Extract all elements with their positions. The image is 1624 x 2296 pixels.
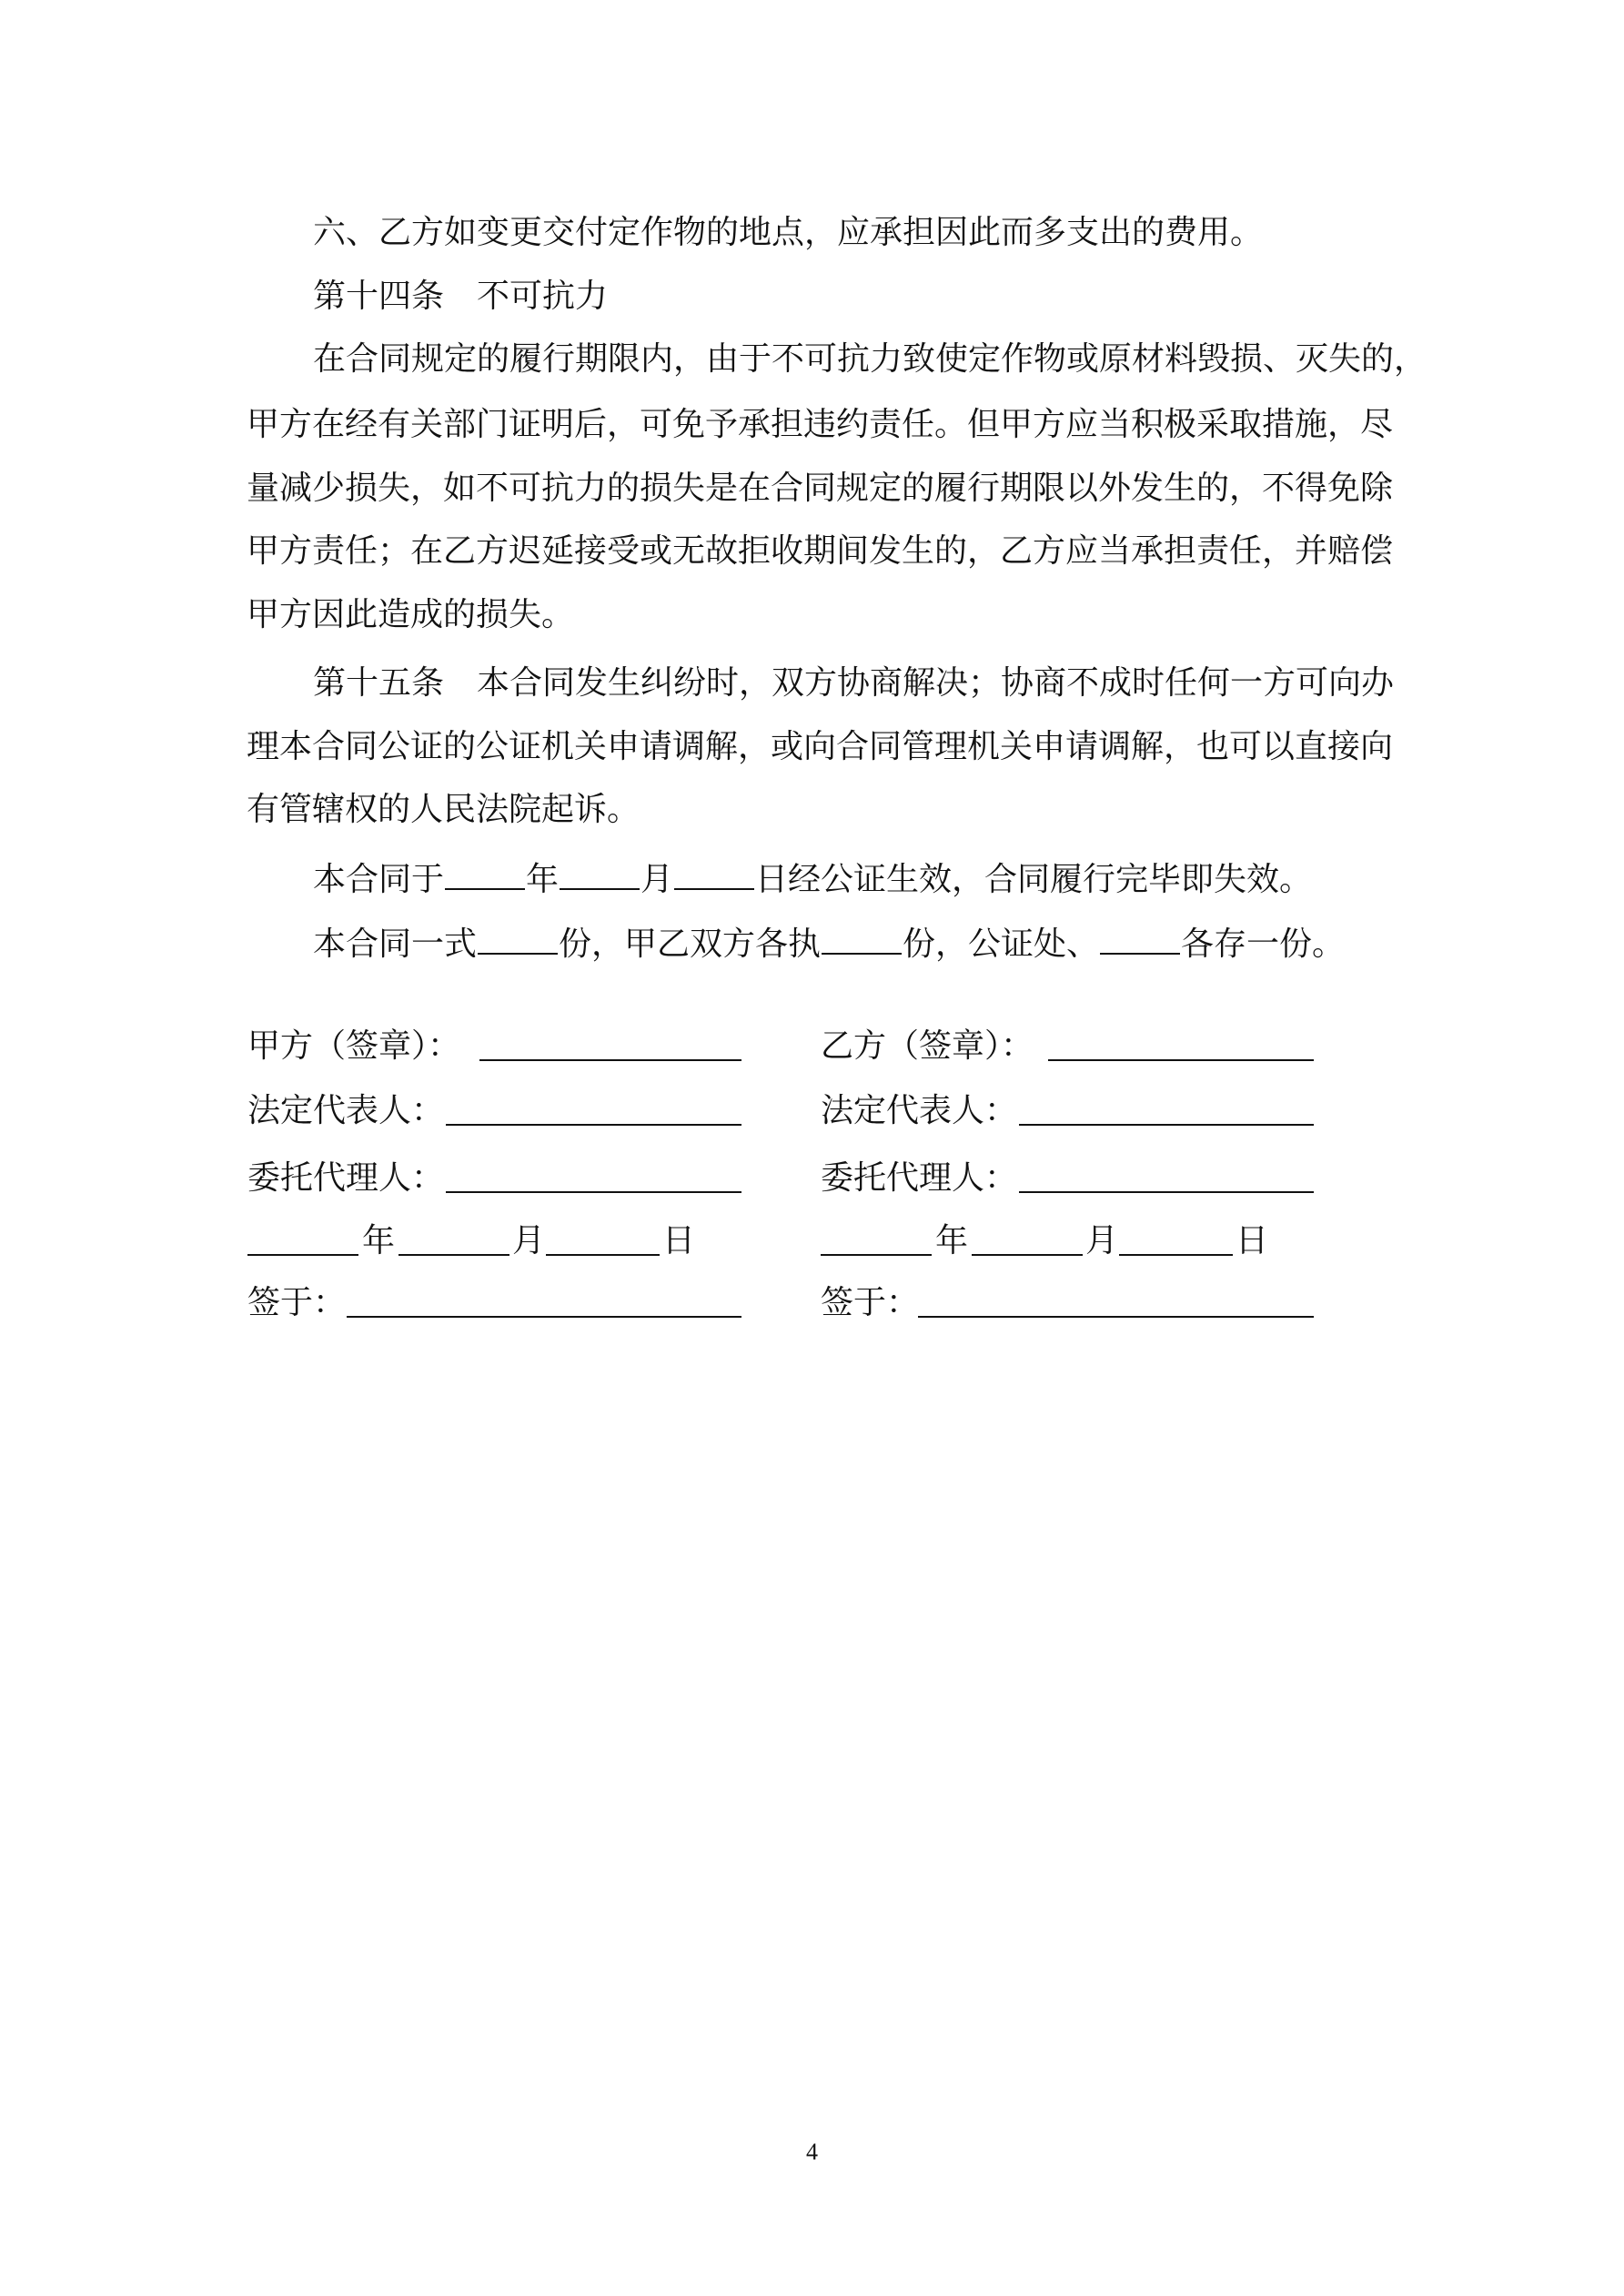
party-b-month-field[interactable] [972, 1254, 1083, 1256]
label: 各存一份。 [1181, 925, 1346, 962]
article-15-line: 第十五条 本合同发生纠纷时，双方协商解决；协商不成时任何一方可向办 [313, 664, 1395, 701]
party-b-legal-rep-label: 法定代表人： [821, 1092, 1018, 1128]
party-a-signed-at-field[interactable] [347, 1316, 741, 1318]
label: 本合同一式 [313, 925, 478, 962]
paragraph-line: 理本合同公证的公证机关申请调解，或向合同管理机关申请调解，也可以直接向 [247, 728, 1394, 764]
party-a-day-field[interactable] [546, 1254, 660, 1256]
label: 份，公证处、 [903, 925, 1100, 962]
label: 本合同于 [313, 861, 445, 897]
party-b-day-field[interactable] [1119, 1254, 1233, 1256]
party-a-signed-at-label: 签于： [247, 1284, 347, 1320]
party-b-agent-field[interactable] [1019, 1191, 1314, 1193]
party-b-signed-at-label: 签于： [821, 1284, 920, 1320]
paragraph-line: 甲方责任；在乙方迟延接受或无故拒收期间发生的，乙方应当承担责任，并赔偿 [247, 532, 1394, 569]
other-party-blank[interactable] [1100, 916, 1180, 955]
month-blank[interactable] [560, 852, 640, 890]
year-label: 年 [935, 1222, 969, 1259]
page-number: 4 [806, 2139, 818, 2165]
label: 月 [641, 861, 674, 897]
label: 年 [526, 861, 560, 897]
party-a-year-field[interactable] [247, 1254, 358, 1256]
party-a-seal-label: 甲方（签章）： [247, 1027, 461, 1064]
party-b-seal-label: 乙方（签章）： [821, 1027, 1034, 1064]
month-label: 月 [512, 1222, 546, 1259]
day-label: 日 [662, 1222, 696, 1259]
article-14-heading: 第十四条 不可抗力 [313, 278, 609, 314]
party-a-legal-rep-field[interactable] [446, 1124, 741, 1126]
party-a-month-field[interactable] [398, 1254, 509, 1256]
paragraph-line: 有管辖权的人民法院起诉。 [247, 791, 641, 827]
year-blank[interactable] [445, 852, 525, 890]
day-label: 日 [1236, 1222, 1269, 1259]
label: 份，甲乙双方各执 [559, 925, 822, 962]
party-b-legal-rep-field[interactable] [1019, 1124, 1314, 1126]
party-b-agent-label: 委托代理人： [821, 1159, 1018, 1196]
copies-line [313, 916, 1345, 962]
party-a-legal-rep-label: 法定代表人： [247, 1092, 445, 1128]
day-blank[interactable] [674, 852, 754, 890]
copies-each-blank[interactable] [822, 916, 902, 955]
clause-six: 六、乙方如变更交付定作物的地点，应承担因此而多支出的费用。 [313, 214, 1264, 250]
paragraph-line: 甲方因此造成的损失。 [247, 596, 575, 632]
effective-date-line [313, 852, 1312, 897]
paragraph-line: 量减少损失，如不可抗力的损失是在合同规定的履行期限以外发生的，不得免除 [247, 470, 1394, 506]
year-label: 年 [362, 1222, 396, 1259]
party-b-seal-field[interactable] [1048, 1059, 1314, 1061]
copies-blank[interactable] [478, 916, 558, 955]
party-b-year-field[interactable] [821, 1254, 932, 1256]
party-a-seal-field[interactable] [479, 1059, 741, 1061]
paragraph-line: 甲方在经有关部门证明后，可免予承担违约责任。但甲方应当积极采取措施，尽 [247, 406, 1394, 442]
party-b-signed-at-field[interactable] [918, 1316, 1314, 1318]
paragraph-line: 在合同规定的履行期限内，由于不可抗力致使定作物或原材料毁损、灭失的， [313, 340, 1427, 377]
month-label: 月 [1085, 1222, 1119, 1259]
label: 日经公证生效，合同履行完毕即失效。 [755, 861, 1313, 897]
party-a-agent-label: 委托代理人： [247, 1159, 445, 1196]
party-a-agent-field[interactable] [446, 1191, 741, 1193]
